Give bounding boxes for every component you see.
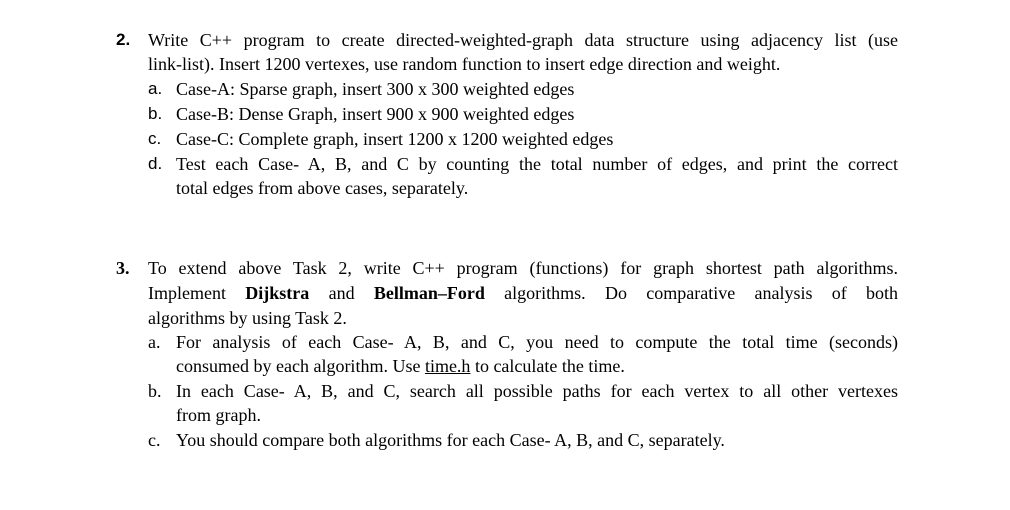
question-text-line: Write C++ program to create directed-weighted-graph data structure using adjacency list (use [148, 30, 898, 50]
item-letter: a. [148, 332, 161, 352]
time-h-reference: time.h [424, 356, 471, 376]
list-item: Case-B: Dense Graph, insert 900 x 900 weighted edges [176, 104, 575, 124]
text: Implement [148, 283, 226, 303]
text: and [328, 283, 355, 303]
list-item: Case-A: Sparse graph, insert 300 x 300 weighted edges [176, 79, 575, 99]
question-text-line [148, 282, 898, 304]
text: algorithms. Do comparative analysis of both [504, 283, 899, 303]
question-text-line: link-list). Insert 1200 vertexes, use random function to insert edge direction and weight. [148, 54, 781, 74]
question-number: 3. [116, 258, 130, 278]
item-letter: b. [148, 104, 163, 123]
item-letter: b. [148, 381, 162, 401]
algorithm-name: Bellman–Ford [373, 283, 485, 303]
list-item: For analysis of each Case- A, B, and C, you need to compute the total time (seconds) [176, 332, 898, 352]
list-item: total edges from above cases, separately. [176, 178, 469, 198]
list-item: Test each Case- A, B, and C by counting the total number of edges, and print the correct [176, 154, 898, 174]
list-item: In each Case- A, B, and C, search all possible paths for each vertex to all other vertexes [176, 381, 898, 401]
item-letter: c. [148, 430, 161, 450]
item-letter: a. [148, 79, 163, 98]
item-letter: c. [148, 129, 162, 148]
question-text-line: To extend above Task 2, write C++ program (functions) for graph shortest path algorithms. [148, 258, 898, 278]
text: consumed by each algorithm. Use [176, 356, 421, 376]
text: to calculate the time. [474, 356, 625, 376]
algorithm-name: Dijkstra [245, 283, 310, 303]
list-item: You should compare both algorithms for each Case- A, B, and C, separately. [176, 430, 725, 450]
item-letter: d. [148, 154, 163, 173]
list-item: from graph. [176, 405, 261, 425]
list-item: Case-C: Complete graph, insert 1200 x 1200 weighted edges [176, 129, 614, 149]
question-text-line: algorithms by using Task 2. [148, 308, 347, 328]
question-number: 2. [116, 30, 131, 49]
list-item [176, 355, 625, 377]
